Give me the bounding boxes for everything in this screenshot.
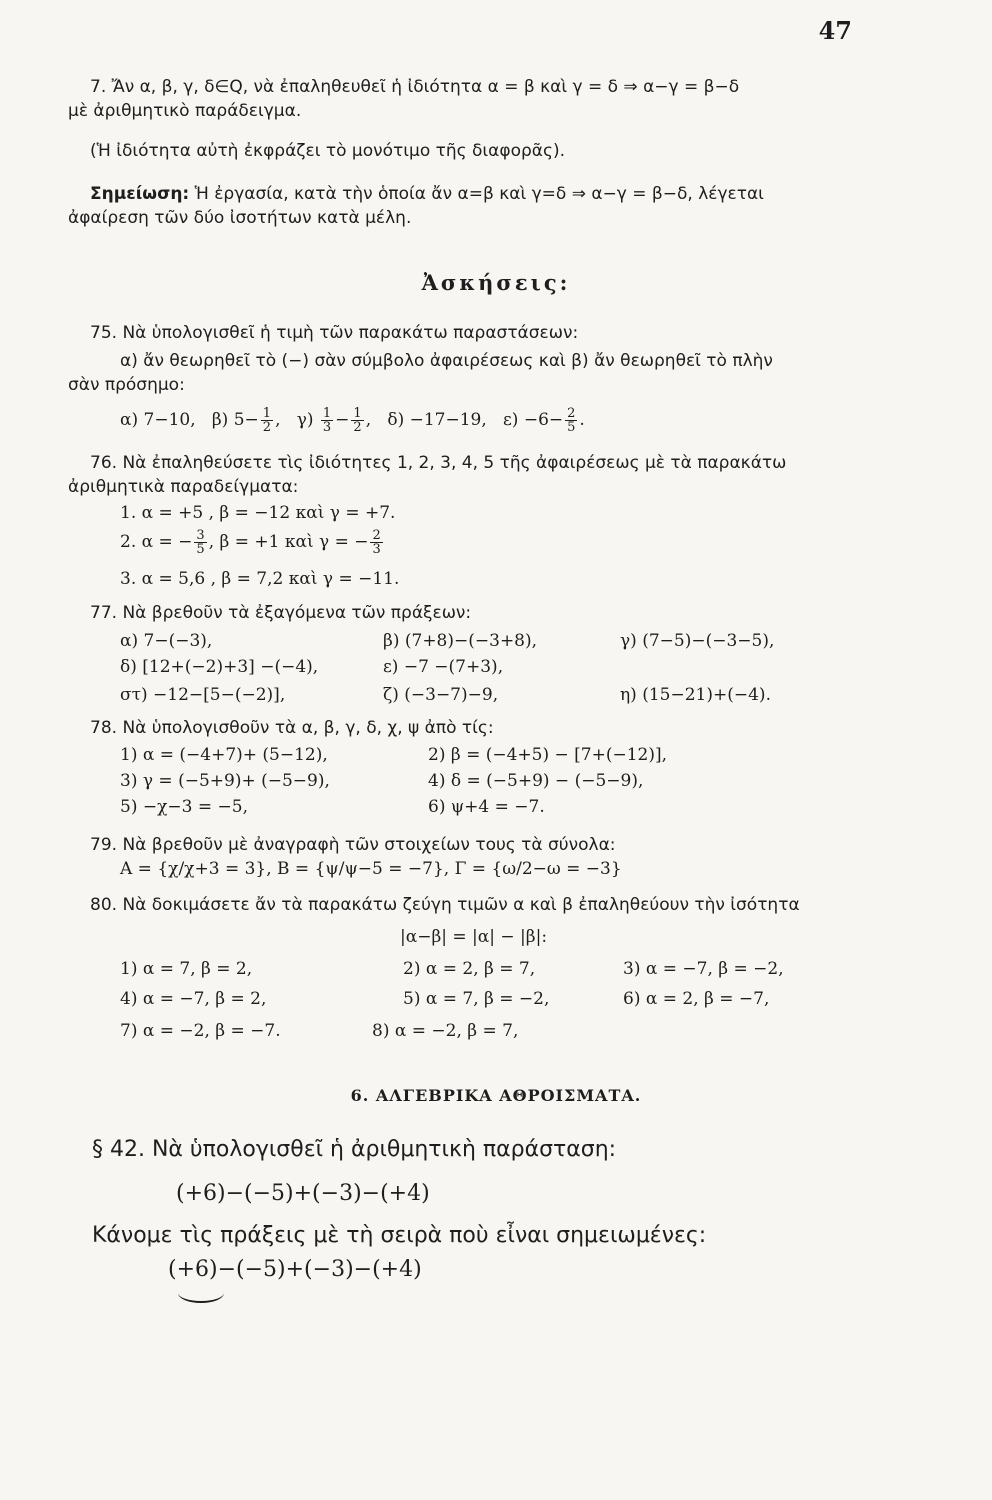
ex77-z: ζ) (−3−7)−9,: [383, 685, 499, 705]
ex78-e3: 3) γ = (−5+9)+ (−5−9),: [120, 771, 330, 791]
section-heading: 6. ΑΛΓΕΒΡΙΚΑ ΑΘΡΟΙΣΜΑΤΑ.: [350, 1086, 642, 1105]
ex80-identity: |α−β| = |α| − |β|:: [400, 927, 548, 947]
ex75-e: ε) −6−: [502, 410, 564, 430]
ex76-row3: 3. α = 5,6 , β = 7,2 καὶ γ = −11.: [120, 569, 400, 589]
ex80-p2: 2) α = 2, β = 7,: [403, 959, 536, 979]
fraction: $\frac{1}{3}$: [322, 406, 332, 435]
ex80-p1: 1) α = 7, β = 2,: [120, 959, 253, 979]
ex77-b: β) (7+8)−(−3+8),: [383, 631, 538, 651]
ex77-c: γ) (7−5)−(−3−5),: [620, 631, 775, 651]
par42-title: § 42. Νὰ ὑπολογισθεῖ ἡ ἀριθμητικὴ παράσταση:: [92, 1137, 617, 1162]
ex80-p7: 7) α = −2, β = −7.: [120, 1021, 281, 1041]
note-line2: ἀφαίρεση τῶν δύο ἰσοτήτων κατὰ μέλη.: [68, 208, 412, 228]
ex80-p3: 3) α = −7, β = −2,: [623, 959, 784, 979]
ex75-d: δ) −17−19,: [387, 410, 487, 430]
ex78-e2: 2) β = (−4+5) − [7+(−12)],: [428, 745, 668, 765]
ex75-line3: σὰν πρόσημο:: [68, 375, 185, 395]
ex75-line1: 75. Νὰ ὑπολογισθεῖ ἡ τιμὴ τῶν παρακάτω παραστάσεων:: [90, 323, 579, 343]
fraction: $\frac{1}{2}$: [353, 406, 362, 435]
note-label: Σημείωση:: [90, 184, 190, 204]
ex76-line2: ἀριθμητικὰ παραδείγματα:: [68, 477, 299, 497]
ex76-line1: 76. Νὰ ἐπαληθεύσετε τὶς ἰδιότητες 1, 2, 3, 4, 5 τῆς ἀφαιρέσεως μὲ τὰ παρακάτω: [90, 453, 787, 473]
ex76-row2: 2. α = − $\frac{3}{5}$ , β = +1 καὶ γ = − $\frac{2}{3}$: [120, 528, 381, 557]
ex75-a: α) 7−10,: [120, 410, 196, 430]
exercises-heading: Ἀσκήσεις:: [421, 270, 571, 295]
ex80-p6: 6) α = 2, β = −7,: [623, 989, 770, 1009]
ex79-title: 79. Νὰ βρεθοῦν μὲ ἀναγραφὴ τῶν στοιχείων τους τὰ σύνολα:: [90, 835, 616, 855]
item7-line1: 7. Ἄν α, β, γ, δ∈Q, νὰ ἐπαληθευθεῖ ἡ ἰδιότητα α = β καὶ γ = δ ⇒ α−γ = β−δ: [90, 77, 740, 97]
ex78-e6: 6) ψ+4 = −7.: [428, 797, 545, 817]
ex78-e1: 1) α = (−4+7)+ (5−12),: [120, 745, 328, 765]
ex77-d: δ) [12+(−2)+3] −(−4),: [120, 657, 319, 677]
par42-expression-2: (+6)−(−5)+(−3)−(+4): [168, 1257, 422, 1282]
fraction: $\frac{2}{3}$: [372, 528, 381, 557]
item7-line3: (Ἡ ἰδιότητα αὐτὴ ἐκφράζει τὸ μονότιμο τῆς διαφορᾶς).: [90, 141, 566, 161]
ex79-sets: Α = {χ/χ+3 = 3}, Β = {ψ/ψ−5 = −7}, Γ = {ω/2−ω = −3}: [120, 859, 622, 879]
ex75-line2: α) ἄν θεωρηθεῖ τὸ (−) σὰν σύμβολο ἀφαιρέσεως καὶ β) ἄν θεωρηθεῖ τὸ πλὴν: [120, 351, 773, 371]
note-text1: Ἡ ἐργασία, κατὰ τὴν ὁποία ἄν α=β καὶ γ=δ ⇒ α−γ = β−δ, λέγεται: [189, 184, 764, 204]
ex80-p4: 4) α = −7, β = 2,: [120, 989, 267, 1009]
ex75-b: β) 5−: [211, 410, 259, 430]
ex77-a: α) 7−(−3),: [120, 631, 213, 651]
ex77-h: η) (15−21)+(−4).: [620, 685, 771, 705]
par42-expression: (+6)−(−5)+(−3)−(+4): [176, 1181, 430, 1206]
item7-line2: μὲ ἀριθμητικὸ παράδειγμα.: [68, 101, 302, 121]
note-line1: [90, 183, 764, 205]
page-number: 47: [818, 16, 852, 45]
ex77-title: 77. Νὰ βρεθοῦν τὰ ἐξαγόμενα τῶν πράξεων:: [90, 603, 472, 623]
fraction: $\frac{3}{5}$: [196, 528, 205, 557]
ex76-row1: 1. α = +5 , β = −12 καὶ γ = +7.: [120, 503, 396, 523]
ex75-items: α) 7−10, β) 5− $\frac{1}{2}$ , γ) $\frac{1}{3}$ − $\frac{1}{2}$ , δ) −17−19, ε) −6− $\frac{2}{5}$ .: [120, 406, 585, 435]
fraction: $\frac{1}{2}$: [262, 406, 272, 435]
ex78-e4: 4) δ = (−5+9) − (−5−9),: [428, 771, 644, 791]
ex80-p8: 8) α = −2, β = 7,: [372, 1021, 519, 1041]
ex80-title: 80. Νὰ δοκιμάσετε ἄν τὰ παρακάτω ζεύγη τιμῶν α καὶ β ἐπαληθεύουν τὴν ἰσότητα: [90, 895, 800, 915]
fraction: $\frac{2}{5}$: [567, 406, 576, 435]
ex77-e: ε) −7 −(7+3),: [383, 657, 504, 677]
grouping-arc: [178, 1283, 224, 1303]
par42-text: Κάνομε τὶς πράξεις μὲ τὴ σειρὰ ποὺ εἶναι σημειωμένες:: [92, 1223, 707, 1248]
ex77-st: στ) −12−[5−(−2)],: [120, 685, 286, 705]
ex78-e5: 5) −χ−3 = −5,: [120, 797, 248, 817]
ex80-p5: 5) α = 7, β = −2,: [403, 989, 550, 1009]
ex78-title: 78. Νὰ ὑπολογισθοῦν τὰ α, β, γ, δ, χ, ψ ἀπὸ τίς:: [90, 718, 494, 738]
ex75-c: γ): [296, 410, 314, 430]
